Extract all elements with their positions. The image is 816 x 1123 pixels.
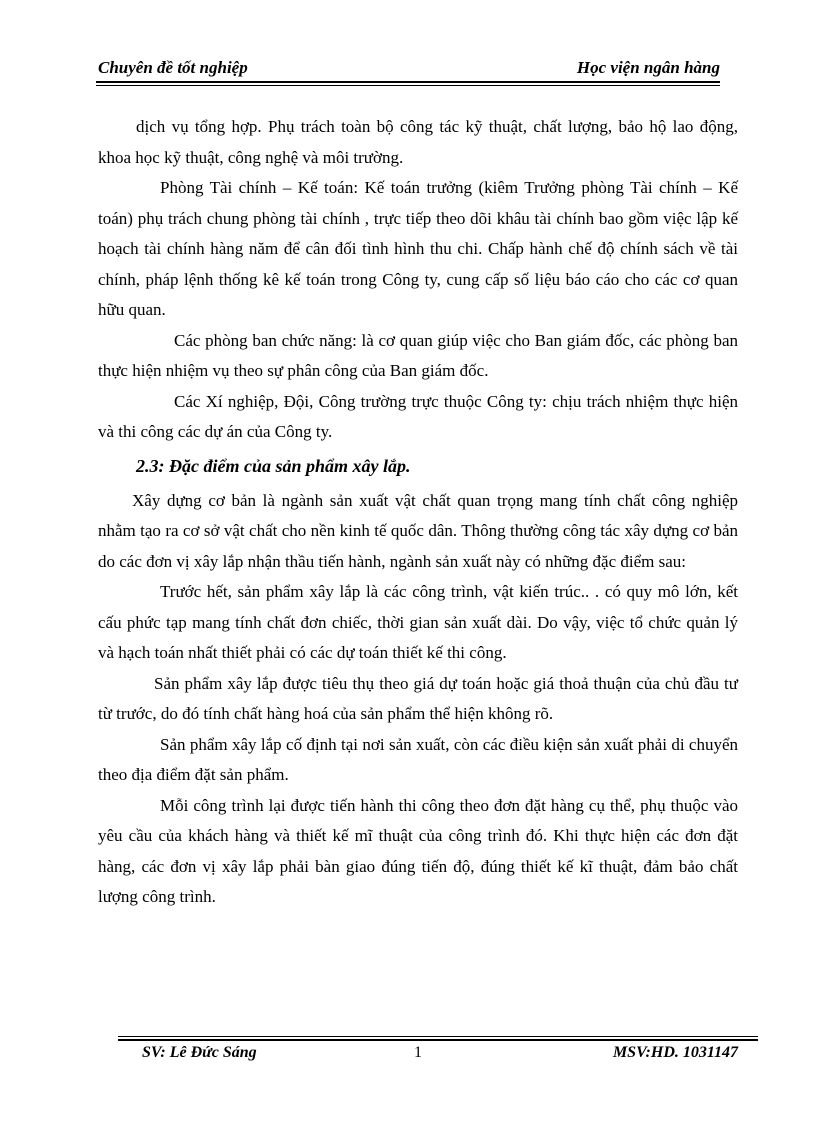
paragraph-first-feature: Trước hết, sản phẩm xây lắp là các công trình, vật kiến trúc.. . có quy mô lớn, kết cấu phức tạp mang tính chất đơn chiếc, thời gian sản xuất dài. Do vậy, việc tổ chức quản lý và hạch toán nhất thiết phải có các dự toán thiết kế thi công. [98, 582, 738, 662]
page-number: 1 [414, 1044, 422, 1061]
footer-rule-thin [118, 1036, 758, 1037]
header-document-type: Chuyên đề tốt nghiệp [98, 58, 248, 77]
paragraph-construction-intro: Xây dựng cơ bản là ngành sản xuất vật chất quan trọng mang tính chất công nghiệp nhằm tạo ra cơ sở vật chất cho nền kinh tế quốc dân. Thông thường công tác xây dựng cơ bản do các đơn vị xây lắp nhận thầu tiến hành, ngành sản xuất này có những đặc điểm sau: [98, 490, 738, 571]
footer-student-id: MSV:HD. 1031147 [612, 1044, 738, 1061]
footer-student-name: SV: Lê Đức Sáng [142, 1044, 257, 1061]
section-heading: 2.3: Đặc điểm của sản phẩm xây lắp. [136, 455, 411, 476]
paragraph-orders: Mỗi công trình lại được tiến hành thi công theo đơn đặt hàng cụ thể, phụ thuộc vào yêu cầu của khách hàng và thiết kế mĩ thuật của công trình đó. Khi thực hiện các đơn đặt hàng, các đơn vị xây lắp phải bàn giao đúng tiến độ, đúng thiết kế kĩ thuật, đảm bảo chất lượng công trình. [98, 795, 738, 906]
footer-rule-thick [118, 1039, 758, 1041]
paragraph-consumption: Sản phẩm xây lắp được tiêu thụ theo giá dự toán hoặc giá thoả thuận của chủ đầu tư từ trước, do đó tính chất hàng hoá của sản phẩm thể hiện không rõ. [98, 673, 738, 723]
paragraph-finance-dept: Phòng Tài chính – Kế toán: Kế toán trưởng (kiêm Trưởng phòng Tài chính – Kế toán) phụ trách chung phòng tài chính , trực tiếp theo dõi khâu tài chính bao gồm việc lập kế hoạch tài chính hàng năm để cân đối tình hình thu chi. Chấp hành chế độ chính sách về tài chính, pháp lệnh thống kê kế toán trong Công ty, cung cấp số liệu báo cáo cho các cơ quan hữu quan. [98, 178, 738, 319]
header-rule-thick [96, 81, 720, 83]
paragraph-enterprises: Các Xí nghiệp, Đội, Công trường trực thuộc Công ty: chịu trách nhiệm thực hiện và thi công các dự án của Công ty. [98, 391, 738, 441]
page-header [98, 58, 720, 80]
page-footer [118, 1044, 738, 1066]
paragraph-continued: dịch vụ tổng hợp. Phụ trách toàn bộ công tác kỹ thuật, chất lượng, bảo hộ lao động, khoa học kỹ thuật, công nghệ và môi trường. [98, 117, 738, 167]
header-rule-thin [96, 85, 720, 86]
body-text [98, 112, 738, 913]
paragraph-fixed-location: Sản phẩm xây lắp cố định tại nơi sản xuất, còn các điều kiện sản xuất phải di chuyển theo địa điểm đặt sản phẩm. [98, 734, 738, 784]
paragraph-functional-depts: Các phòng ban chức năng: là cơ quan giúp việc cho Ban giám đốc, các phòng ban thực hiện nhiệm vụ theo sự phân công của Ban giám đốc. [98, 330, 738, 380]
header-institution: Học viện ngân hàng [576, 58, 720, 77]
